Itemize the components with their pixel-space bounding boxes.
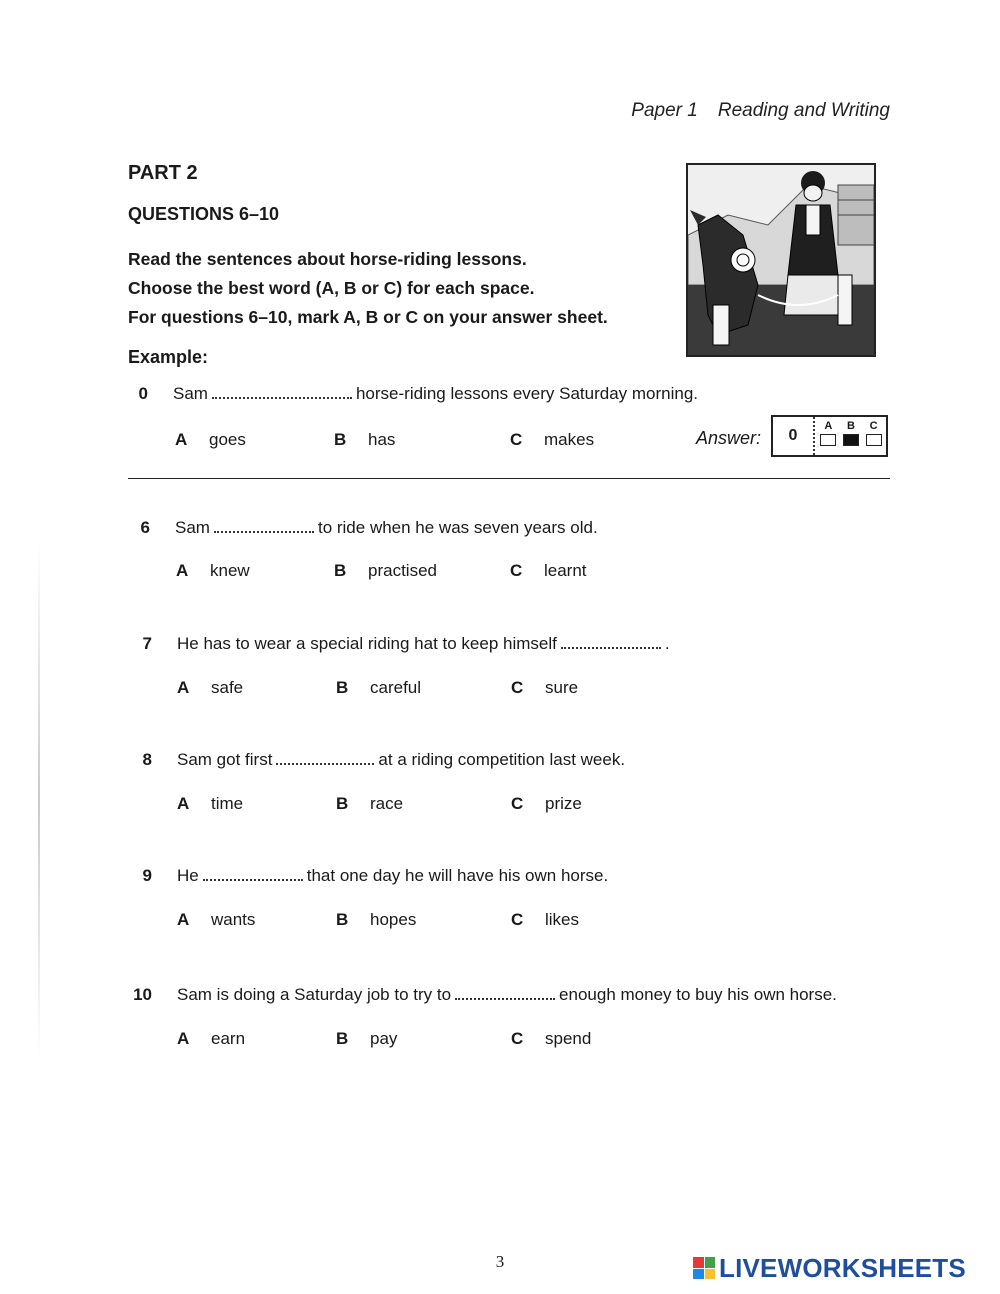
option-word: prize bbox=[545, 794, 582, 813]
option-letter: B bbox=[334, 561, 347, 580]
option-word: pay bbox=[370, 1029, 398, 1048]
option-b bbox=[334, 430, 395, 450]
instruction-line: Choose the best word (A, B or C) for each space. bbox=[128, 278, 535, 298]
question-text bbox=[177, 985, 837, 1005]
option-letter: A bbox=[177, 678, 190, 697]
option-a[interactable] bbox=[177, 678, 243, 698]
option-word: makes bbox=[544, 430, 595, 449]
option-a[interactable] bbox=[177, 910, 255, 930]
option-a bbox=[175, 430, 246, 450]
liveworksheets-icon bbox=[693, 1257, 715, 1279]
option-a[interactable] bbox=[177, 794, 243, 814]
paper-label: Paper 1 bbox=[631, 100, 698, 121]
option-letter: B bbox=[336, 794, 349, 813]
question-text-before: Sam bbox=[173, 384, 208, 403]
answer-letter: A bbox=[824, 420, 833, 432]
question-text-before: Sam bbox=[175, 518, 210, 537]
option-word: wants bbox=[211, 910, 256, 929]
option-c bbox=[510, 430, 594, 450]
option-word: knew bbox=[210, 561, 250, 580]
option-b[interactable] bbox=[336, 794, 403, 814]
option-word: earn bbox=[211, 1029, 246, 1048]
answer-letter: B bbox=[847, 420, 855, 432]
questions-range: QUESTIONS 6–10 bbox=[128, 204, 280, 224]
answer-cell-a bbox=[820, 434, 836, 446]
option-word: practised bbox=[368, 561, 437, 580]
answer-number: 0 bbox=[773, 417, 815, 455]
question-number: 0 bbox=[138, 384, 148, 403]
horse-rider-illustration bbox=[686, 163, 876, 357]
question-text bbox=[175, 518, 598, 538]
answer-blank[interactable] bbox=[276, 751, 374, 765]
instruction-line: For questions 6–10, mark A, B or C on your answer sheet. bbox=[128, 307, 608, 327]
question-number: 10 bbox=[133, 985, 152, 1004]
question-7 bbox=[0, 634, 1000, 724]
question-text bbox=[173, 384, 698, 404]
option-letter: C bbox=[510, 561, 523, 580]
question-number: 8 bbox=[142, 750, 152, 769]
option-letter: C bbox=[511, 794, 524, 813]
question-9 bbox=[0, 866, 1000, 956]
answer-blank bbox=[212, 385, 352, 399]
question-text-after: enough money to buy his own horse. bbox=[559, 985, 837, 1004]
option-letter: C bbox=[511, 1029, 524, 1048]
scan-edge bbox=[38, 540, 40, 1060]
answer-blank[interactable] bbox=[561, 635, 661, 649]
option-letter: A bbox=[177, 1029, 190, 1048]
option-a[interactable] bbox=[176, 561, 250, 581]
page-header bbox=[631, 100, 890, 122]
option-letter: A bbox=[177, 910, 190, 929]
option-letter: B bbox=[336, 910, 349, 929]
question-text-after: horse-riding lessons every Saturday morning. bbox=[355, 384, 699, 403]
question-text bbox=[177, 750, 625, 770]
question-6 bbox=[0, 518, 1000, 608]
option-letter: C bbox=[510, 430, 523, 449]
option-letter: C bbox=[511, 678, 524, 697]
question-number: 7 bbox=[142, 634, 152, 653]
option-word: learnt bbox=[544, 561, 587, 580]
option-c[interactable] bbox=[510, 561, 587, 581]
logo-text: LIVEWORKSHEETS bbox=[719, 1252, 966, 1283]
question-text bbox=[177, 866, 608, 886]
option-word: likes bbox=[545, 910, 580, 929]
option-word: safe bbox=[211, 678, 244, 697]
answer-choices bbox=[817, 420, 885, 446]
part-title: PART 2 bbox=[128, 162, 198, 184]
question-text bbox=[177, 634, 670, 654]
option-b[interactable] bbox=[334, 561, 437, 581]
option-letter: B bbox=[336, 1029, 349, 1048]
example-label: Example: bbox=[128, 347, 209, 367]
option-word: time bbox=[211, 794, 244, 813]
question-10 bbox=[0, 985, 1000, 1075]
option-c[interactable] bbox=[511, 910, 579, 930]
option-c[interactable] bbox=[511, 1029, 591, 1049]
instructions bbox=[128, 245, 608, 332]
page-number: 3 bbox=[495, 1252, 505, 1271]
option-word: goes bbox=[209, 430, 246, 449]
question-text-after: that one day he will have his own horse. bbox=[306, 866, 609, 885]
horse-rider-drawing bbox=[688, 165, 874, 355]
option-c[interactable] bbox=[511, 678, 578, 698]
question-text-before: He bbox=[177, 866, 199, 885]
option-word: hopes bbox=[370, 910, 417, 929]
question-text-before: Sam is doing a Saturday job to try to bbox=[177, 985, 452, 1004]
answer-blank[interactable] bbox=[203, 867, 303, 881]
question-number: 9 bbox=[142, 866, 152, 885]
liveworksheets-logo[interactable] bbox=[693, 1252, 966, 1284]
answer-cell-b bbox=[843, 434, 859, 446]
question-text-after: . bbox=[664, 634, 670, 653]
answer-label: Answer: bbox=[696, 428, 762, 448]
question-text-before: He has to wear a special riding hat to keep himself bbox=[177, 634, 557, 653]
answer-blank[interactable] bbox=[455, 986, 555, 1000]
question-number: 6 bbox=[140, 518, 150, 537]
question-text-after: at a riding competition last week. bbox=[378, 750, 626, 769]
instruction-line: Read the sentences about horse-riding lessons. bbox=[128, 249, 527, 269]
question-text-before: Sam got first bbox=[177, 750, 273, 769]
question-text-after: to ride when he was seven years old. bbox=[317, 518, 598, 537]
option-letter: A bbox=[177, 794, 190, 813]
option-b[interactable] bbox=[336, 910, 416, 930]
option-word: race bbox=[370, 794, 404, 813]
answer-letter: C bbox=[869, 420, 878, 432]
option-c[interactable] bbox=[511, 794, 582, 814]
option-letter: A bbox=[175, 430, 188, 449]
answer-sheet-box bbox=[771, 415, 888, 457]
question-8 bbox=[0, 750, 1000, 840]
option-b[interactable] bbox=[336, 1029, 397, 1049]
option-letter: A bbox=[176, 561, 189, 580]
option-word: careful bbox=[370, 678, 422, 697]
option-word: has bbox=[368, 430, 396, 449]
option-letter: B bbox=[334, 430, 347, 449]
option-letter: B bbox=[336, 678, 349, 697]
option-a[interactable] bbox=[177, 1029, 245, 1049]
answer-cell-c bbox=[866, 434, 882, 446]
option-letter: C bbox=[511, 910, 524, 929]
option-word: sure bbox=[545, 678, 579, 697]
option-b[interactable] bbox=[336, 678, 421, 698]
section-label: Reading and Writing bbox=[717, 100, 890, 121]
divider bbox=[128, 478, 890, 479]
answer-blank[interactable] bbox=[214, 519, 314, 533]
option-word: spend bbox=[545, 1029, 592, 1048]
